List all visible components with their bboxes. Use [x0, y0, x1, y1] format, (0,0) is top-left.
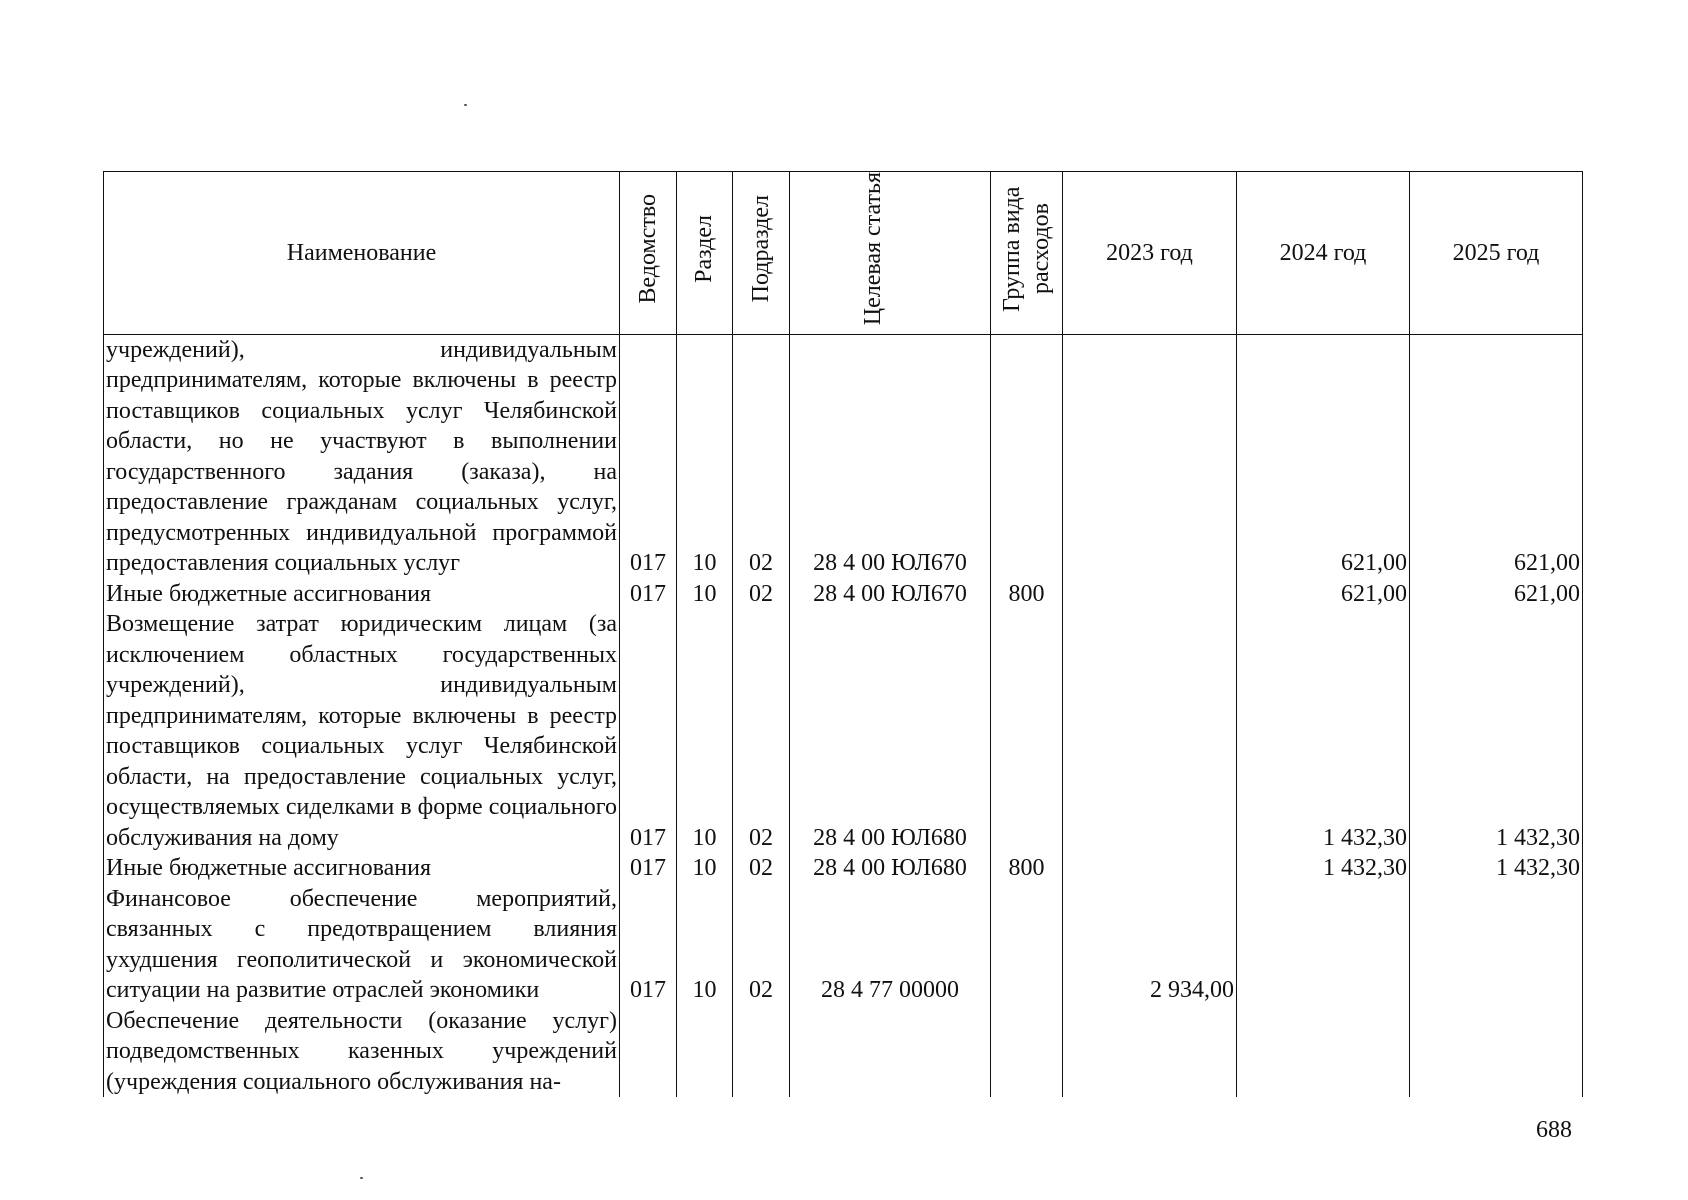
row-gruppa — [991, 609, 1063, 853]
row-celevaya-statya: 28 4 00 ЮЛ670 — [790, 579, 991, 610]
row-value-2025 — [1410, 1006, 1583, 1098]
row-value-2024: 1 432,30 — [1237, 609, 1410, 853]
row-razdel — [677, 1006, 733, 1098]
row-vedomstvo: 017 — [620, 884, 677, 1006]
row-value-2023 — [1063, 1006, 1237, 1098]
row-podrazdel — [733, 1006, 790, 1098]
row-vedomstvo: 017 — [620, 579, 677, 610]
row-razdel: 10 — [677, 853, 733, 884]
row-value-2025: 1 432,30 — [1410, 609, 1583, 853]
row-value-2025: 621,00 — [1410, 334, 1583, 579]
row-name: Возмещение затрат юридическим лицам (за исключением областных государственных учреждений), индивидуальным предпринимателям, которые включены в реестр поставщиков социальных услуг Челябинской области, на предоставление социальных услуг, осуществляемых сиделками в форме социального обслуживания на дому — [104, 609, 620, 853]
row-value-2023 — [1063, 579, 1237, 610]
row-gruppa: 800 — [991, 579, 1063, 610]
row-value-2024: 1 432,30 — [1237, 853, 1410, 884]
row-name: Обеспечение деятельности (оказание услуг) подведомственных казенных учреждений (учреждения социального обслуживания на- — [104, 1006, 620, 1098]
budget-table — [103, 171, 1583, 1097]
row-name: Иные бюджетные ассигнования — [104, 579, 620, 610]
table-row — [104, 334, 1583, 579]
row-podrazdel: 02 — [733, 884, 790, 1006]
row-value-2025: 1 432,30 — [1410, 853, 1583, 884]
scan-speck — [464, 104, 467, 106]
header-name: Наименование — [104, 172, 620, 335]
row-gruppa: 800 — [991, 853, 1063, 884]
row-name: Иные бюджетные ассигнования — [104, 853, 620, 884]
header-razdel: Раздел — [677, 172, 733, 335]
row-value-2025 — [1410, 884, 1583, 1006]
page-number: 688 — [1536, 1117, 1572, 1143]
scan-speck — [360, 1177, 363, 1179]
row-value-2024: 621,00 — [1237, 579, 1410, 610]
row-vedomstvo: 017 — [620, 609, 677, 853]
table-row — [104, 579, 1583, 610]
row-podrazdel: 02 — [733, 579, 790, 610]
row-celevaya-statya: 28 4 77 00000 — [790, 884, 991, 1006]
table-row — [104, 853, 1583, 884]
row-celevaya-statya — [790, 1006, 991, 1098]
row-name: учреждений), индивидуальным предпринимателям, которые включены в реестр поставщиков социальных услуг Челябинской области, но не участвуют в выполнении государственного задания (заказа), на предоставление гражданам социальных услуг, предусмотренных индивидуальной программой предоставления социальных услуг — [104, 334, 620, 579]
row-podrazdel: 02 — [733, 334, 790, 579]
row-razdel: 10 — [677, 884, 733, 1006]
header-celevaya-statya: Целевая статья — [790, 172, 991, 335]
row-razdel: 10 — [677, 609, 733, 853]
row-value-2023 — [1063, 853, 1237, 884]
row-celevaya-statya: 28 4 00 ЮЛ680 — [790, 609, 991, 853]
table-header-row — [104, 172, 1583, 335]
row-value-2024 — [1237, 1006, 1410, 1098]
table-row — [104, 1006, 1583, 1098]
header-year-2025: 2025 год — [1410, 172, 1583, 335]
header-podrazdel: Подраздел — [733, 172, 790, 335]
row-gruppa — [991, 884, 1063, 1006]
row-name: Финансовое обеспечение мероприятий, связанных с предотвращением влияния ухудшения геополитической и экономической ситуации на развитие отраслей экономики — [104, 884, 620, 1006]
row-value-2023 — [1063, 334, 1237, 579]
row-value-2024: 621,00 — [1237, 334, 1410, 579]
row-razdel: 10 — [677, 579, 733, 610]
row-value-2024 — [1237, 884, 1410, 1006]
row-celevaya-statya: 28 4 00 ЮЛ670 — [790, 334, 991, 579]
row-value-2023: 2 934,00 — [1063, 884, 1237, 1006]
row-value-2023 — [1063, 609, 1237, 853]
header-year-2023: 2023 год — [1063, 172, 1237, 335]
header-gruppa-vida-rashodov: Группа вида расходов — [991, 172, 1063, 335]
row-podrazdel: 02 — [733, 609, 790, 853]
row-vedomstvo: 017 — [620, 853, 677, 884]
row-gruppa — [991, 1006, 1063, 1098]
row-vedomstvo: 017 — [620, 334, 677, 579]
row-celevaya-statya: 28 4 00 ЮЛ680 — [790, 853, 991, 884]
header-year-2024: 2024 год — [1237, 172, 1410, 335]
row-gruppa — [991, 334, 1063, 579]
row-razdel: 10 — [677, 334, 733, 579]
row-podrazdel: 02 — [733, 853, 790, 884]
table-row — [104, 884, 1583, 1006]
row-vedomstvo — [620, 1006, 677, 1098]
row-value-2025: 621,00 — [1410, 579, 1583, 610]
header-vedomstvo: Ведомство — [620, 172, 677, 335]
table-row — [104, 609, 1583, 853]
